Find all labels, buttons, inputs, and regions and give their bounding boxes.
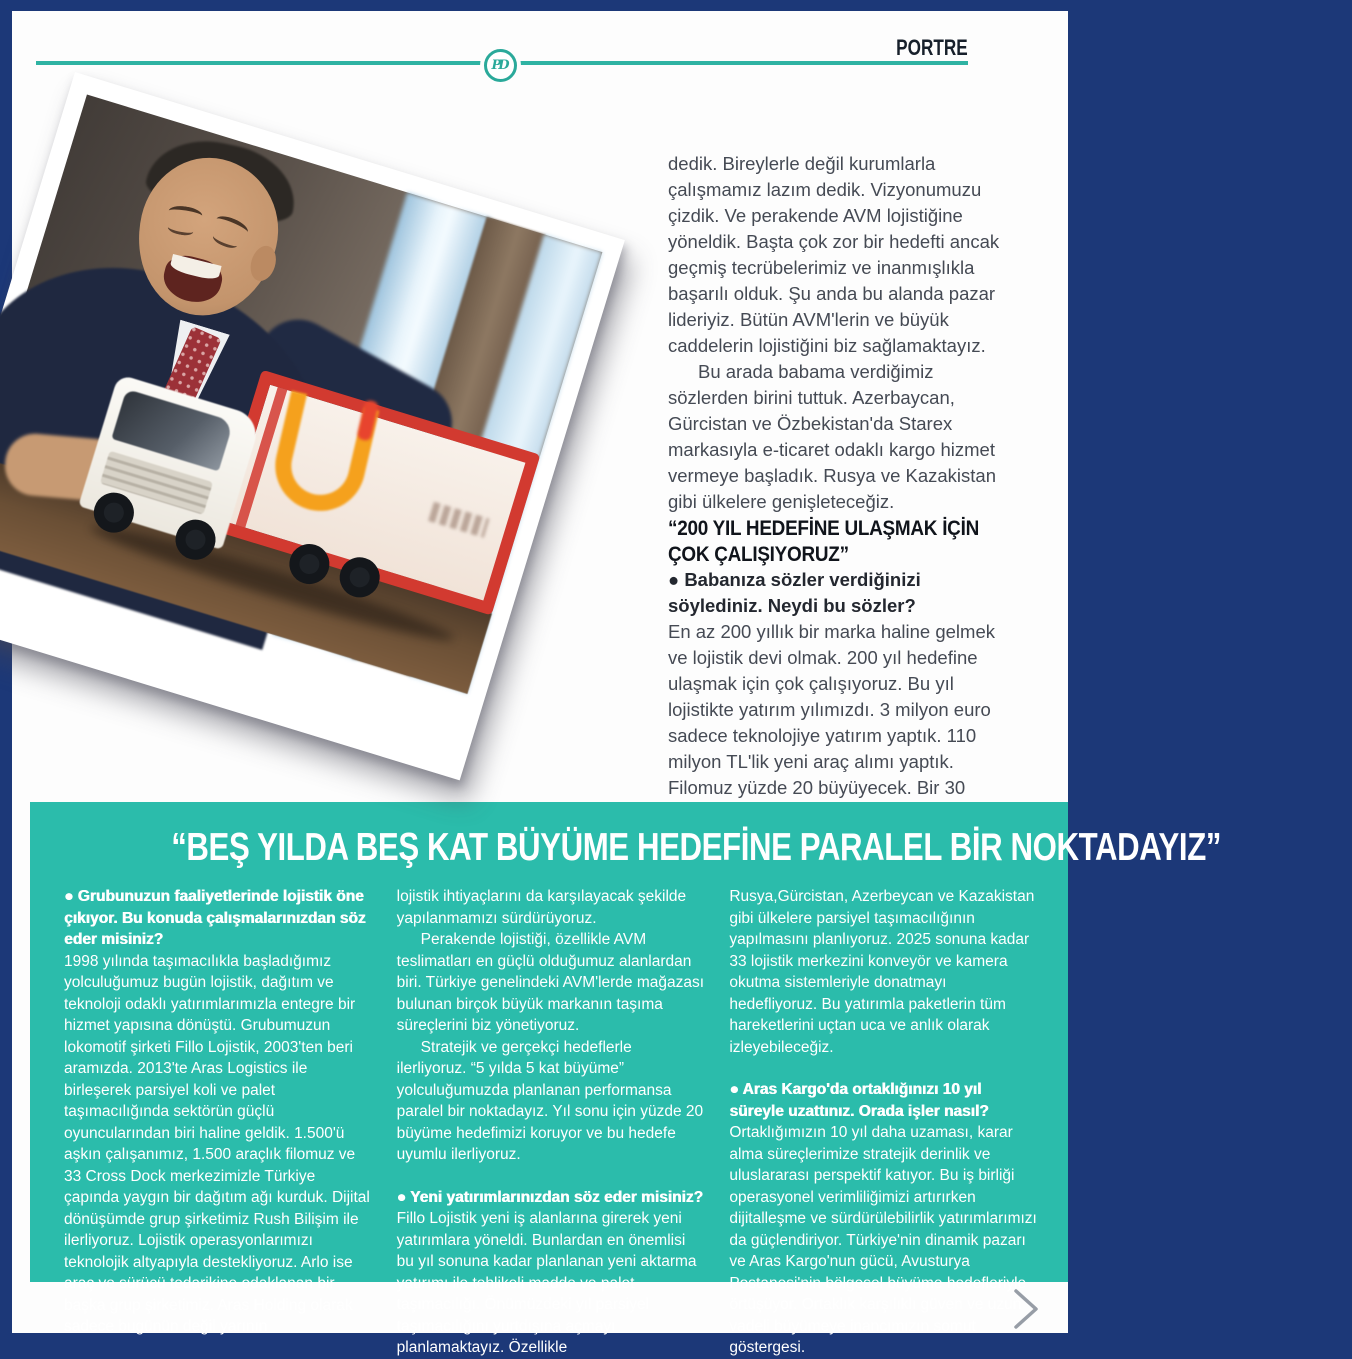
article-subheading: “200 YIL HEDEFİNE ULAŞMAK İÇİN ÇOK ÇALIŞIYORUZ” [668, 516, 979, 566]
interview-answer: Fillo Lojistik yeni iş alanlarına girerek yeni yatırımlara yöneldi. Bunlardan en önemlisi bu yıl sonuna kadar planlanan yeni aktarma yatırımı ile tehlikeli madde ve palet taşımacılığı. Önümüzdeki yıl parsiyel taşımacılığını yurtdışına açmayı planlamaktayız. Özellikle [396, 1210, 697, 1356]
photo-image [0, 94, 602, 693]
portrait-photo [0, 72, 625, 780]
interview-question: ● Grubunuzun faaliyetlerinde lojistik öne çıkıyor. Bu konuda çalışmalarınızdan söz eder misiniz? [64, 888, 366, 948]
trailer-small-text [428, 502, 489, 538]
logo-monogram: PD [491, 58, 507, 73]
interview-question: ● Babanıza sözler verdiğinizi söylediniz. Neydi bu sözler? [668, 569, 921, 616]
quote-column-3 [729, 886, 1038, 1359]
article-paragraph: Bu arada babama verdiğimiz sözlerden birini tuttuk. Azerbaycan, Gürcistan ve Özbekistan'da Starex markasıyla e-ticaret odaklı kargo hizmet vermeye başladık. Rusya ve Kazakistan gibi ülkelere genişleteceğiz. [668, 361, 997, 512]
next-page-chevron-icon[interactable] [1004, 1287, 1048, 1331]
article-column [668, 151, 1008, 827]
interview-question: ● Aras Kargo'da ortaklığınızı 10 yıl süreyle uzattınız. Orada işler nasıl? [729, 1081, 989, 1120]
interview-answer: Stratejik ve gerçekçi hedeflerle ilerliyoruz. “5 yılda 5 kat büyüme” yolculuğumuzda planlanan performansa paralel bir noktadayız. Yıl sonu için yüzde 20 büyüme hedefimizi koruyor ve bu hedefe uyumlu ilerliyoruz. [396, 1038, 704, 1163]
interview-answer: lojistik ihtiyaçlarını da karşılayacak şekilde yapılanmamızı sürdürüyoruz. [396, 888, 687, 927]
interview-answer: Rusya,Gürcistan, Azerbeycan ve Kazakistan gibi ülkelere parsiyel taşımacılığının yapılmasını planlıyoruz. 2025 sonuna kadar 33 lojistik merkezini konveyör ve kamera okutma sistemleriyle donatmayı hedefliyoruz. Bu yatırımla paketlerin tüm hareketlerini uçtan uca ve anlık olarak izleyebileceğiz. [729, 888, 1035, 1056]
article-paragraph: dedik. Bireylerle değil kurumlarla çalışmamız lazım dedik. Vizyonumuzu çizdik. Ve perakende AVM lojistiğine yöneldik. Başta çok zor bir hedefti ancak geçmiş tecrübelerimiz ve inanmışlıkla başarılı olduk. Şu anda bu alanda pazar lideriyiz. Bütün AVM'lerin ve büyük caddelerin lojistiğini biz sağlamaktayız. [668, 153, 1000, 356]
interview-answer: Ortaklığımızın 10 yıl daha uzaması, karar alma süreçlerimize stratejik derinlik ve uluslararası perspektif katıyor. Bu iş birliği operasyonel verimliliğimizi artırırken dijitalleşme ve sürdürülebilirlik yatırımlarımızı da güçlendiriyor. Türkiye'nin dinamik pazarı ve Aras Kargo'nun gücü, Avusturya Postanesi'nin bölgesel büyüme hedefleriyle örtüşüyor. Ortaklık karşılıklı güven ve uzun vadeli büyümeye inancımızın somut göstergesi. [729, 1124, 1037, 1356]
publication-logo-icon [484, 49, 517, 82]
interview-answer: En az 200 yıllık bir marka haline gelmek ve lojistik devi olmak. 200 yıl hedefine ulaşmak için çok çalışıyoruz. Bu yıl lojistikte yatırım yılımızdı. 3 milyon euro sadece teknolojiye yatırım yaptık. 110 milyon TL'lik yeni araç alımı yaptık. Filomuz yüzde 20 büyüyecek. Bir 30 [668, 621, 995, 798]
quote-column-1 [64, 886, 373, 1359]
quote-headline: “BEŞ YILDA BEŞ KAT BÜYÜME HEDEFİNE PARALEL BİR NOKTADAYIZ” [171, 826, 1222, 869]
interview-answer: 1998 yılında taşımacılıkla başladığımız yolculuğumuz bugün lojistik, dağıtım ve teknoloji odaklı yatırımlarımızla entegre bir hizmet yapısına dönüştü. Grubumuzun lokomotif şirketi Fillo Lojistik, 2003'ten beri aramızda. 2013'te Aras Logistics ile birleşerek parsiyel koli ve palet taşımacılığında sektörün güçlü oyuncularından biri haline geldik. 1.500'ü aşkın çalışanımız, 1.500 araçlık filomuz ve 33 Cross Dock merkezimizle Türkiye çapında yaygın bir dağıtım ağı kurduk. Dijital dönüşümde grup şirketimiz Rush Bilişim ile ilerliyoruz. Lojistik operasyonlarımızı teknolojik altyapıyla destekliyoruz. Arlo ise araç ve sürücü tedarikine odaklanan bir başka grup şirketimiz. Aras Holding olarak sadece bugünün değil yarının [64, 952, 370, 1335]
quote-columns [30, 870, 1068, 1359]
magazine-page [12, 11, 1222, 1356]
quote-column-2 [397, 886, 706, 1359]
trailer-logo-icon [266, 391, 379, 520]
section-label: PORTRE [896, 35, 968, 60]
interview-question: ● Yeni yatırımlarınızdan söz eder misiniz? [396, 1188, 703, 1206]
interview-answer: Perakende lojistiği, özellikle AVM teslimatları en güçlü olduğumuz alanlardan biri. Türkiye genelindeki AVM'lerde mağazası bulunan birçok büyük markanın taşıma süreçlerini biz yönetiyoruz. [396, 931, 705, 1034]
quote-section [30, 802, 1222, 1356]
